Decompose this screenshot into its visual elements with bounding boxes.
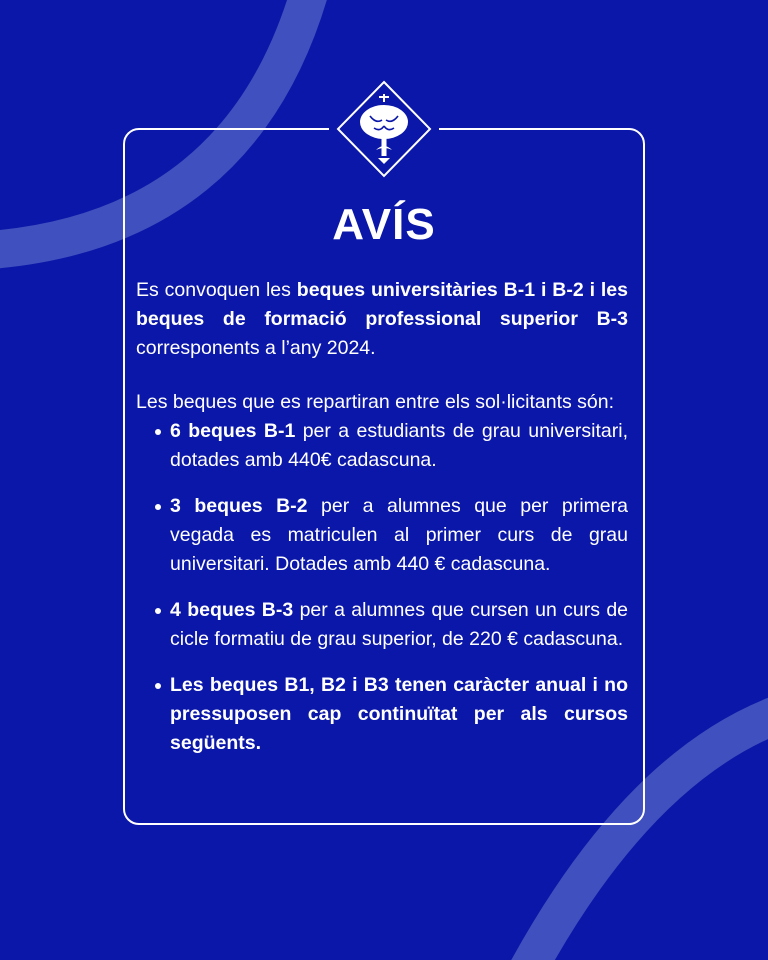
item-bold: 6 beques B-1 [170, 420, 296, 442]
list-item [136, 671, 628, 758]
intro-bold: beques universitàries B-1 i B-2 i les beques de formació professional superior B-3 [136, 279, 628, 330]
list-item [136, 492, 628, 579]
lead-paragraph: Les beques que es repartiran entre els sol·licitants són: [136, 391, 615, 413]
list-item [136, 417, 628, 475]
emblem-container [329, 80, 439, 178]
intro-tail: corresponents a l’any 2024. [136, 337, 376, 359]
item-bold: 3 beques B-2 [170, 495, 308, 517]
list-item [136, 596, 628, 654]
intro-paragraph [136, 276, 628, 363]
item-text: per a alumnes que per primera vegada es matriculen al primer curs de grau universitari. Dotades amb 440 € cadascuna. [170, 495, 628, 575]
beques-list [136, 417, 628, 758]
intro-text: Es convoquen les [136, 279, 297, 301]
notice-body [136, 276, 628, 775]
page-title: AVÍS [332, 200, 436, 249]
item-text: per a estudiants de grau universitari, dotades amb 440€ cadascuna. [170, 420, 628, 471]
item-bold: Les beques B1, B2 i B3 tenen caràcter anual i no pressuposen cap continuïtat per als cursos següents. [170, 674, 628, 754]
tree-emblem-icon [336, 80, 432, 178]
item-text: per a alumnes que cursen un curs de cicle formatiu de grau superior, de 220 € cadascuna. [170, 599, 629, 650]
item-bold: 4 beques B-3 [170, 599, 294, 621]
